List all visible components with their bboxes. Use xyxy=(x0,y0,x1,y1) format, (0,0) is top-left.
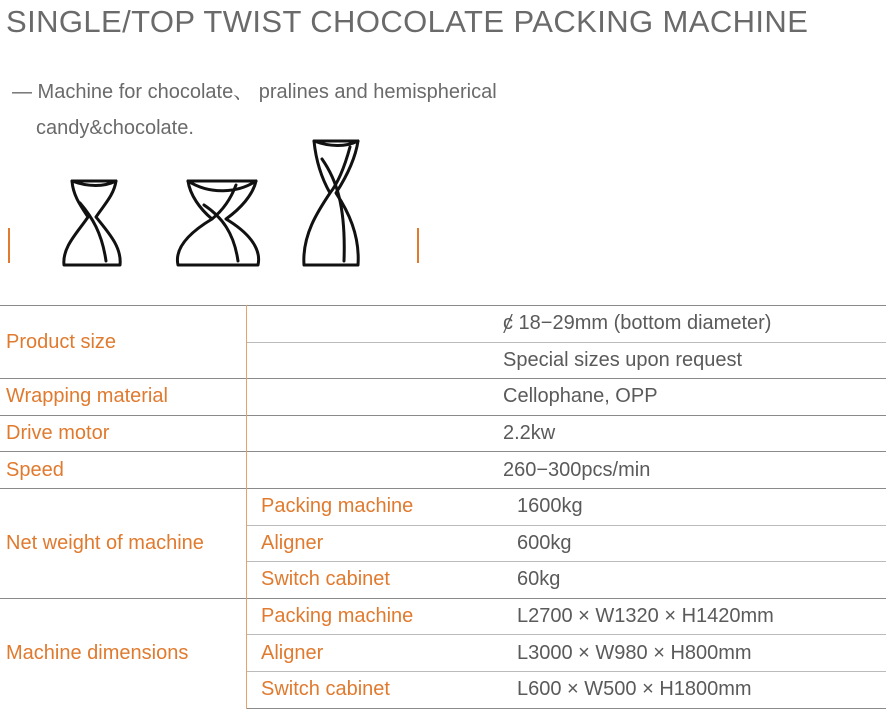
label-product-size: Product size xyxy=(0,306,247,379)
label-drive-motor: Drive motor xyxy=(0,415,247,452)
description-line-2: candy&chocolate. xyxy=(36,117,194,139)
value-product-size-diameter: ȼ 18−29mm (bottom diameter) xyxy=(247,306,887,343)
value-dimensions-aligner: L3000 × W980 × H800mm xyxy=(497,635,886,672)
value-dimensions-cabinet: L600 × W500 × H1800mm xyxy=(497,671,886,708)
label-wrapping-material: Wrapping material xyxy=(0,379,247,416)
twist-wrapped-chocolate-tall-icon xyxy=(304,141,358,265)
spec-row-net-weight-packing xyxy=(0,488,886,525)
label-machine-dimensions: Machine dimensions xyxy=(0,598,247,708)
value-net-weight-cabinet: 60kg xyxy=(497,562,886,599)
spec-row-wrapping-material xyxy=(0,379,886,416)
spec-row-product-size xyxy=(0,306,886,343)
label-net-weight: Net weight of machine xyxy=(0,488,247,598)
item-net-weight-packing: Packing machine xyxy=(247,488,498,525)
value-net-weight-packing: 1600kg xyxy=(497,488,886,525)
twist-wrapped-chocolate-wide-icon xyxy=(177,181,258,265)
spec-row-drive-motor xyxy=(0,415,886,452)
page-title: SINGLE/TOP TWIST CHOCOLATE PACKING MACHINE xyxy=(6,4,809,39)
value-net-weight-aligner: 600kg xyxy=(497,525,886,562)
product-illustration xyxy=(0,135,890,295)
item-net-weight-aligner: Aligner xyxy=(247,525,498,562)
spec-row-speed xyxy=(0,452,886,489)
label-speed: Speed xyxy=(0,452,247,489)
description-line-1: — Machine for chocolate、 pralines and hemispherical xyxy=(12,81,497,103)
value-dimensions-packing: L2700 × W1320 × H1420mm xyxy=(497,598,886,635)
item-dimensions-cabinet: Switch cabinet xyxy=(247,671,498,708)
value-wrapping-material: Cellophane, OPP xyxy=(247,379,887,416)
item-dimensions-packing: Packing machine xyxy=(247,598,498,635)
twist-wrapped-chocolate-small-icon xyxy=(64,181,120,265)
spec-row-dimensions-packing xyxy=(0,598,886,635)
value-drive-motor: 2.2kw xyxy=(247,415,887,452)
value-speed: 260−300pcs/min xyxy=(247,452,887,489)
item-net-weight-cabinet: Switch cabinet xyxy=(247,562,498,599)
item-dimensions-aligner: Aligner xyxy=(247,635,498,672)
specification-table xyxy=(0,305,886,709)
value-product-size-note: Special sizes upon request xyxy=(247,342,887,379)
